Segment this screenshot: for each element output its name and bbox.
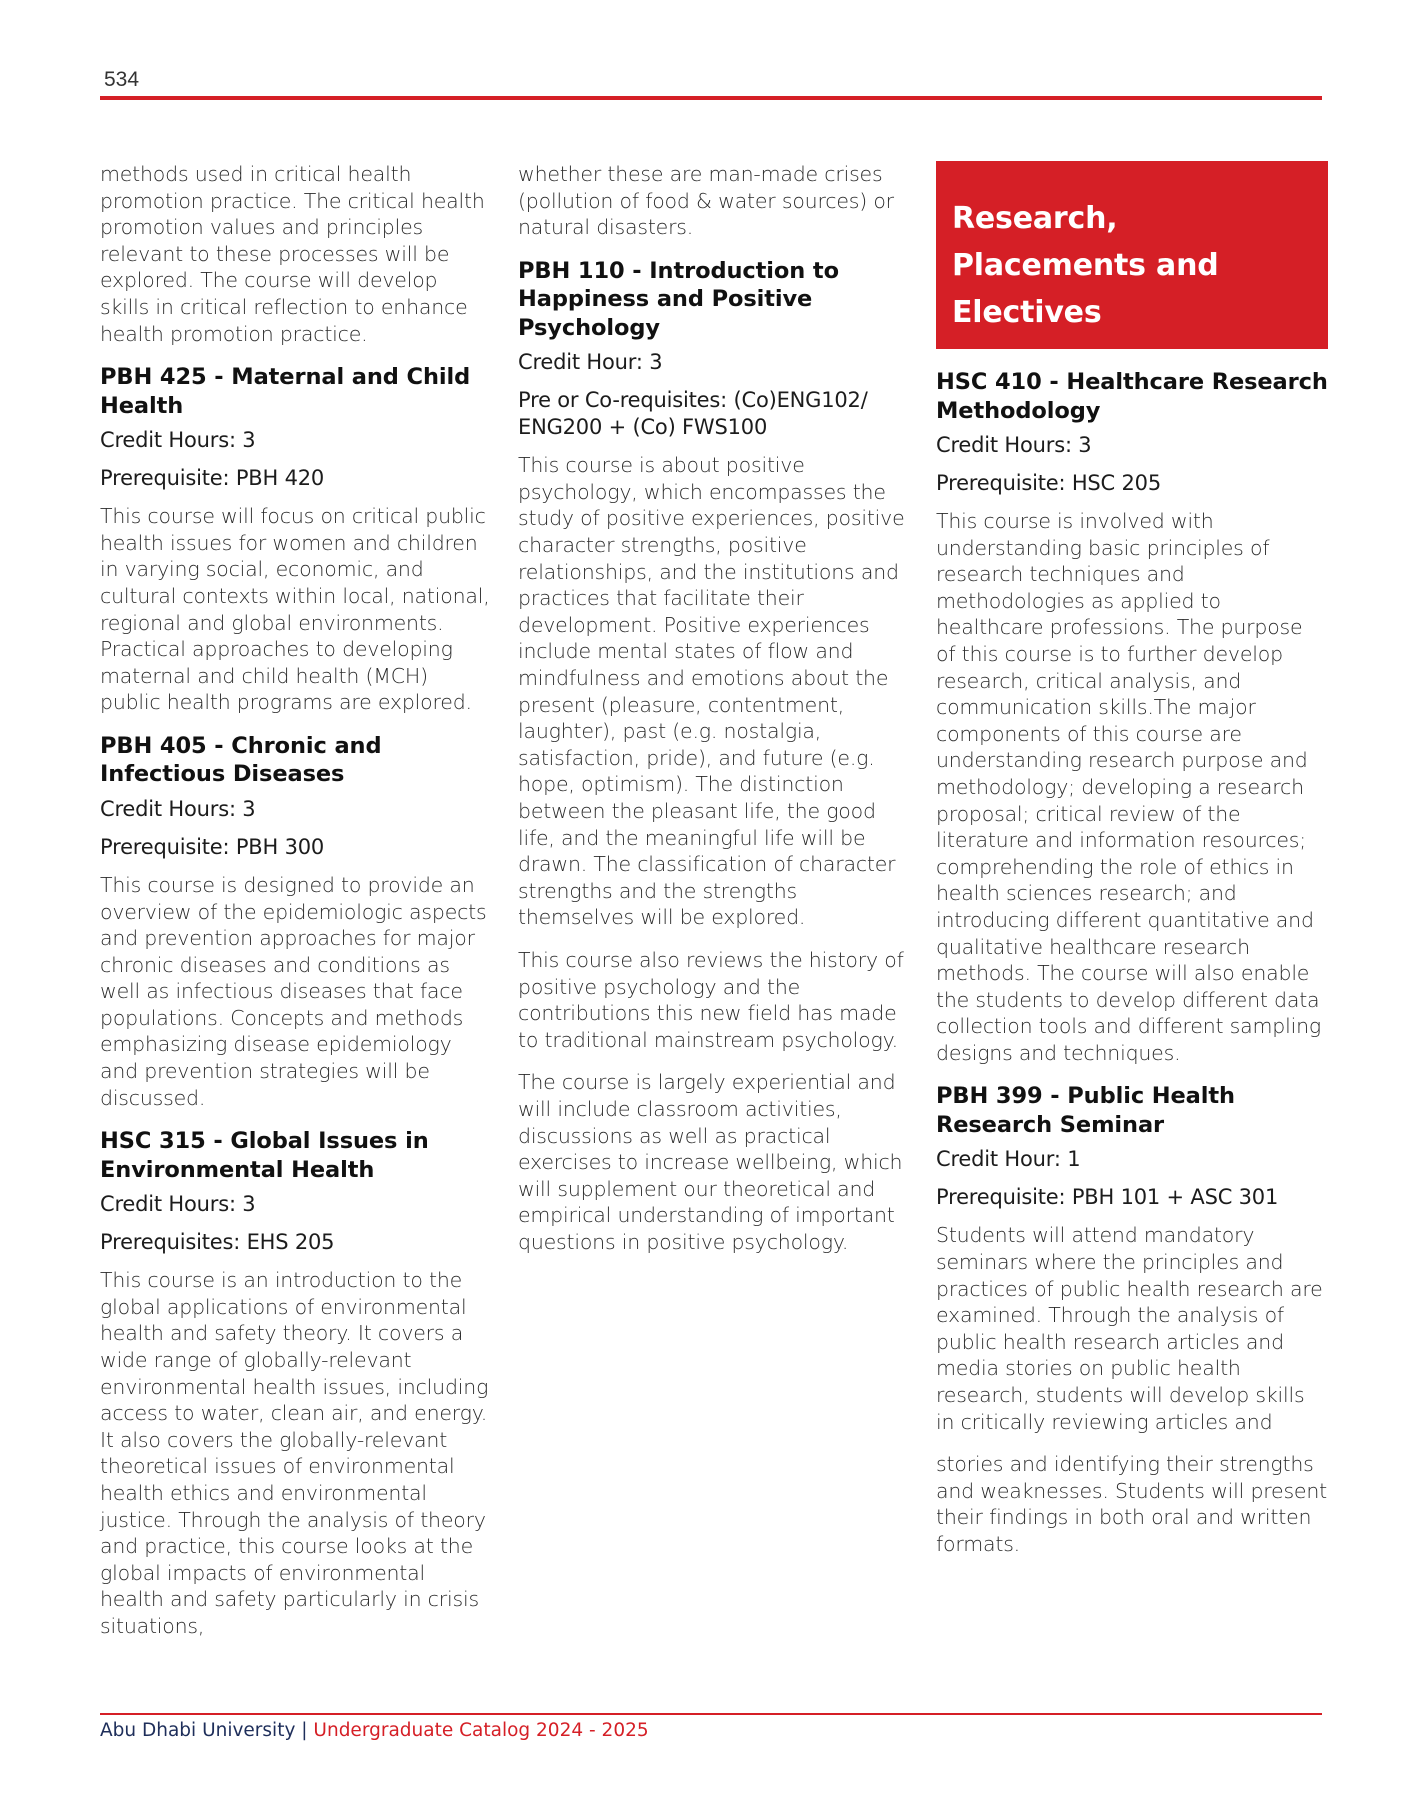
course-prerequisite: Prerequisites: EHS 205 [100, 1230, 335, 1255]
course-hsc-410 [936, 368, 1328, 1066]
course-description: This course is an introduction to the global applications of environmental health and safety theory. It covers a wide range of globally-relevant environmental health issues, including access to water, clean air, and energy. It also covers the globally-relevant theoretical issues of environmental health ethics and environmental justice. Through the analysis of theory and practice, this course looks at the global impacts of environmental health and safety particularly in crisis situations, [100, 1268, 489, 1638]
course-credit-hours: Credit Hour: 1 [936, 1147, 1081, 1172]
page-number: 534 [104, 68, 140, 91]
course-credit-hours: Credit Hours: 3 [100, 428, 256, 453]
course-description: This course is about positive psychology, which encompasses the study of positive experiences, positive character strengths, positive relationships, and the institutions and practices that facilitate their development. Positive experiences include mental states of flow and mindfulness and emotions about the present (pleasure, contentment, laughter), past (e.g. nostalgia, satisfaction, pride), and future (e.g. hope, optimism). The distinction between the pleasant life, the good life, and the meaningful life will be drawn. The classification of character strengths and the strengths themselves will be explored. [518, 453, 905, 930]
course-title: HSC 410 - Healthcare Research Methodology [936, 369, 1328, 424]
continued-paragraph: whether these are man-made crises (pollution of food & water sources) or natural disasters. [518, 162, 894, 240]
course-description: This course also reviews the history of positive psychology and the contributions this new field has made to traditional mainstream psychology. [518, 947, 904, 1052]
course-prerequisite: Prerequisite: PBH 300 [100, 834, 325, 859]
course-title: PBH 110 - Introduction to Happiness and Positive Psychology [518, 257, 839, 341]
course-description: Students will attend mandatory seminars where the principles and practices of public health research are examined. Through the analysis of public health research articles and media stories on public health research, students will develop skills in critically reviewing articles and [936, 1223, 1323, 1434]
column-3 [936, 161, 1328, 1574]
course-prerequisite: Prerequisite: PBH 101 + ASC 301 [936, 1185, 1279, 1210]
footer-rule [100, 1713, 1322, 1715]
footer-catalog: Undergraduate Catalog 2024 - 2025 [313, 1720, 649, 1741]
course-credit-hours: Credit Hours: 3 [100, 796, 256, 821]
header-rule [100, 96, 1322, 100]
course-description: This course is involved with understanding basic principles of research techniques and methodologies as applied to healthcare professions. The purpose of this course is to further develop research, critical analysis, and communication skills.The major components of this course are understanding research purpose and methodology; developing a research proposal; critical review of the literature and information resources; comprehending the role of ethics in health sciences research; and introducing different quantitative and qualitative healthcare research methods. The course will also enable the students to develop different data collection tools and different sampling designs and techniques. [936, 509, 1321, 1065]
course-credit-hours: Credit Hour: 3 [518, 350, 663, 375]
course-description: This course is designed to provide an overview of the epidemiologic aspects and prevention approaches for major chronic diseases and conditions as well as infectious diseases that face populations. Concepts and methods emphasizing disease epidemiology and prevention strategies will be discussed. [100, 872, 487, 1110]
course-description: The course is largely experiential and will include classroom activities, discussions as well as practical exercises to increase wellbeing, which will supplement our theoretical and empirical understanding of important questions in positive psychology. [518, 1070, 903, 1254]
course-prerequisite: Prerequisite: PBH 420 [100, 466, 325, 491]
column-1 [100, 161, 492, 1656]
section-title: Research, Placements and Electives [952, 201, 1219, 330]
footer [100, 1720, 649, 1741]
course-pbh-425 [100, 363, 492, 716]
course-prerequisite: Pre or Co-requisites: (Co)ENG102/ ENG200 + (Co) FWS100 [518, 388, 868, 440]
section-banner [936, 161, 1328, 349]
course-prerequisite: Prerequisite: HSC 205 [936, 471, 1161, 495]
course-credit-hours: Credit Hours: 3 [100, 1192, 256, 1217]
column-2 [518, 161, 910, 1272]
course-credit-hours: Credit Hours: 3 [936, 433, 1092, 457]
course-pbh-110 [518, 257, 910, 1256]
course-title: PBH 405 - Chronic and Infectious Diseases [100, 732, 382, 788]
course-pbh-405 [100, 732, 492, 1111]
course-pbh-399 [936, 1082, 1328, 1557]
course-title: PBH 399 - Public Health Research Seminar [936, 1083, 1235, 1138]
course-hsc-315 [100, 1127, 492, 1639]
course-description: stories and identifying their strengths and weaknesses. Students will present their findings in both oral and written formats. [936, 1452, 1327, 1556]
continued-paragraph: methods used in critical health promotion practice. The critical health promotion values and principles relevant to these processes will be explored. The course will develop skills in critical reflection to enhance health promotion practice. [100, 162, 485, 346]
course-description: This course will focus on critical public health issues for women and children in varying social, economic, and cultural contexts within local, national, regional and global environments. Practical approaches to developing maternal and child health (MCH) public health programs are explored. [100, 504, 490, 715]
course-title: HSC 315 - Global Issues in Environmental Health [100, 1128, 429, 1183]
course-title: PBH 425 - Maternal and Child Health [100, 364, 471, 419]
footer-separator: | [301, 1720, 308, 1741]
footer-university: Abu Dhabi University [100, 1720, 296, 1741]
